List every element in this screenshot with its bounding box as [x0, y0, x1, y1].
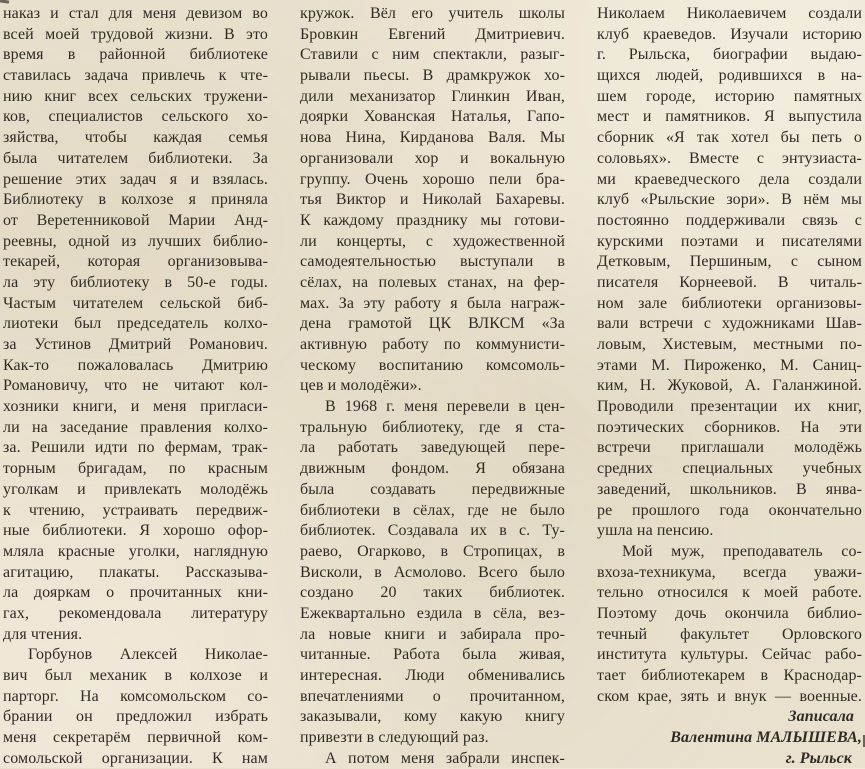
text-line: самодеятельностью выступали в: [300, 253, 565, 271]
text-line: вхоза-техникума, всегда уважи-: [597, 563, 862, 581]
text-line: библиотеки в сёлах, где не было: [300, 501, 565, 519]
text-line: интересная. Люди обменивались: [300, 667, 565, 684]
text-line: шем городе, историю памятных: [597, 87, 862, 105]
text-line: средних специальных учебных: [597, 460, 862, 478]
text-line: А потом меня забрали инспек-: [325, 749, 565, 767]
text-line: щихся людей, родившихся в на-: [597, 67, 862, 85]
text-line: парторг. На комсомольском со-: [3, 687, 268, 705]
text-line: писателя Корнеевой. В читаль-: [597, 273, 862, 291]
text-line: Ежеквартально ездила в сёла, вез-: [300, 604, 565, 622]
text-line: ла дояркам о прочитанных кни-: [3, 584, 268, 602]
text-line: Проводили презентации их книг,: [597, 398, 862, 416]
text-line: мах. За эту работу я была награж-: [300, 294, 565, 312]
text-line: организовали хор и вокальную: [300, 149, 565, 167]
text-line: сёлах, на полевых станах, на фер-: [300, 273, 565, 291]
text-line: В 1968 г. меня перевели в цен-: [325, 398, 565, 416]
text-line: привезти в следующий раз.: [300, 729, 489, 747]
text-line: ли на заседание правления колхо-: [3, 418, 268, 436]
text-line: раево, Огарково, в Стропицах, в: [300, 542, 565, 560]
text-line: Горбунов Алексей Николае-: [28, 646, 268, 664]
text-line: лиотеки был председатель колхо-: [3, 315, 268, 333]
text-line: нию книг всех сельских тружени-: [3, 87, 268, 105]
text-line: ном зале библиотеки организовы-: [597, 294, 862, 312]
text-line: ли концерты, с художественной: [300, 232, 565, 250]
text-line: за. Решили идти по фермам, трак-: [3, 439, 268, 457]
text-line: уголкам и привлекать молодёжь: [3, 480, 268, 498]
text-line: мест и памятников. Я выпустила: [597, 108, 862, 126]
text-line: от Веретенниковой Марии Анд-: [3, 211, 268, 229]
text-line: клуб краеведов. Изучали историю: [597, 25, 862, 43]
text-line: Романовичу, что не читают кол-: [3, 377, 268, 395]
text-line: ческому воспитанию комсомоль-: [300, 356, 565, 374]
text-line: ла новые книги и забирала про-: [300, 625, 565, 643]
text-line: решение этих задач я и взялась.: [3, 170, 268, 188]
text-line: за Устинов Дмитрий Романович.: [3, 336, 268, 353]
text-line: хозники книги, и меня пригласи-: [3, 398, 268, 416]
text-line: г. Рыльска, биографии выдаю-: [597, 46, 862, 64]
text-line: ким, Н. Жуковой, А. Галанжиной.: [597, 377, 862, 395]
text-line: соловьях». Вместе с энтузиаста-: [597, 149, 862, 167]
text-line: брании он предложил избрать: [3, 708, 268, 726]
text-line: дена грамотой ЦК ВЛКСМ «За: [300, 315, 565, 333]
article-column-2: [300, 4, 565, 769]
text-line: течный факультет Орловского: [597, 625, 862, 643]
text-line: гах, рекомендовала литературу: [3, 604, 268, 622]
text-line: тает библиотекарем в Краснодар-: [597, 667, 862, 684]
text-line: сомольской организации. К нам: [3, 749, 268, 767]
text-line: создано 20 таких библиотек.: [300, 584, 565, 602]
text-line: ла работать заведующей пере-: [300, 439, 565, 457]
text-line: сборник «Я так хотел бы петь о: [597, 129, 862, 147]
article-column-3: [597, 4, 862, 769]
text-line: всей моей трудовой жизни. В это: [3, 25, 268, 43]
byline-line: Валентина МАЛЫШЕВА,: [670, 729, 862, 747]
text-line: ловым, Хистевым, местными по-: [597, 336, 862, 353]
text-line: Бровкин Евгений Дмитриевич.: [300, 25, 565, 43]
text-line: ском крае, зять и внук — военные.: [597, 687, 862, 705]
text-line: доярки Хованская Наталья, Гапо-: [300, 108, 565, 126]
text-line: вич был механик в колхозе и: [3, 667, 268, 684]
text-line: цев и молодёжи».: [300, 377, 422, 395]
text-line: движным фондом. Я обязана: [300, 460, 565, 478]
text-line: курскими поэтами и писателями: [597, 232, 862, 250]
text-line: ла эту библиотеку в 50-е годы.: [3, 273, 268, 291]
text-line: поэтических сборников. На эти: [597, 418, 862, 436]
text-line: постоянно поддерживали связь с: [597, 211, 862, 229]
text-line: института культуры. Сейчас рабо-: [597, 646, 862, 664]
text-line: Как-то пожаловалась Дмитрию: [3, 356, 268, 374]
text-line: клуб «Рыльские зори». В нём мы: [597, 191, 862, 209]
text-line: Библиотеку в колхозе я приняла: [3, 191, 268, 209]
text-line: для чтения.: [3, 625, 83, 643]
text-line: впечатлениями о прочитанном,: [300, 687, 565, 705]
text-line: была создавать передвижные: [300, 480, 565, 498]
text-line: читанные. Работа была живая,: [300, 646, 565, 664]
text-line: время в районной библиотеке: [3, 46, 268, 64]
text-line: мляла красные уголки, наглядную: [3, 542, 268, 560]
text-line: рывали пьесы. В драмкружок хо-: [300, 67, 565, 85]
text-line: ставилась задача привлечь к чте-: [3, 67, 268, 85]
text-line: заказывали, кому какую книгу: [300, 708, 565, 726]
byline-line: г. Рыльск: [785, 749, 852, 767]
text-line: нова Нина, Кирданова Валя. Мы: [300, 129, 565, 147]
text-line: К каждому празднику мы готови-: [300, 211, 565, 229]
text-line: заведений, школьников. В янва-: [597, 480, 862, 498]
text-line: Детковым, Першиным, с сыном: [597, 253, 862, 271]
text-line: зяйства, чтобы каждая семья: [3, 129, 268, 147]
text-line: торным бригадам, по красным: [3, 460, 268, 478]
text-line: встречи приглашали молодёжь: [597, 439, 862, 457]
text-line: ушла на пенсию.: [597, 522, 714, 540]
text-line: активную работу по коммунисти-: [300, 336, 565, 353]
scan-artifact: [0, 0, 9, 4]
text-line: Висколи, в Асмолово. Всего было: [300, 563, 565, 581]
text-line: Ставили с ним спектакли, разыг-: [300, 46, 565, 64]
text-line: Николаем Николаевичем создали: [597, 5, 862, 22]
text-line: меня секретарём первичной ком-: [3, 729, 268, 747]
text-line: ми краеведческого дела создали: [597, 170, 862, 188]
text-line: тральную библиотеку, где я ста-: [300, 418, 565, 436]
text-line: этами М. Пироженко, М. Саниц-: [597, 356, 862, 374]
text-line: группу. Очень хорошо пели бра-: [300, 170, 565, 188]
text-line: ков, специалистов сельского хо-: [3, 108, 268, 126]
text-line: тья Виктор и Николай Бахаревы.: [300, 191, 565, 209]
text-line: к чтению, устраивать передвиж-: [3, 501, 268, 519]
text-line: наказ и стал для меня девизом во: [3, 5, 268, 22]
text-line: Поэтому дочь окончила библио-: [597, 604, 862, 622]
text-line: библиотек. Создавала их в с. Ту-: [300, 522, 565, 540]
text-line: Мой муж, преподаватель со-: [622, 542, 862, 560]
text-line: агитацию, плакаты. Рассказыва-: [3, 563, 268, 581]
text-line: текарей, которая организовыва-: [3, 253, 268, 271]
article-column-1: [3, 4, 268, 769]
text-line: ре прошлого года окончательно: [597, 501, 862, 519]
newspaper-clipping: [3, 4, 862, 769]
text-line: дили механизатор Глинкин Иван,: [300, 87, 565, 105]
text-line: вали встречи с художниками Шав-: [597, 315, 862, 333]
text-line: Частым читателем сельской биб-: [3, 294, 268, 312]
byline-line: Записала: [788, 708, 854, 726]
text-line: была читателем библиотеки. За: [3, 149, 268, 167]
text-line: ные библиотеки. Я хорошо офор-: [3, 522, 268, 540]
text-line: реевны, одной из лучших библио-: [3, 232, 268, 250]
text-line: тельно относился к моей работе.: [597, 584, 862, 602]
text-line: кружок. Вёл его учитель школы: [300, 5, 565, 22]
